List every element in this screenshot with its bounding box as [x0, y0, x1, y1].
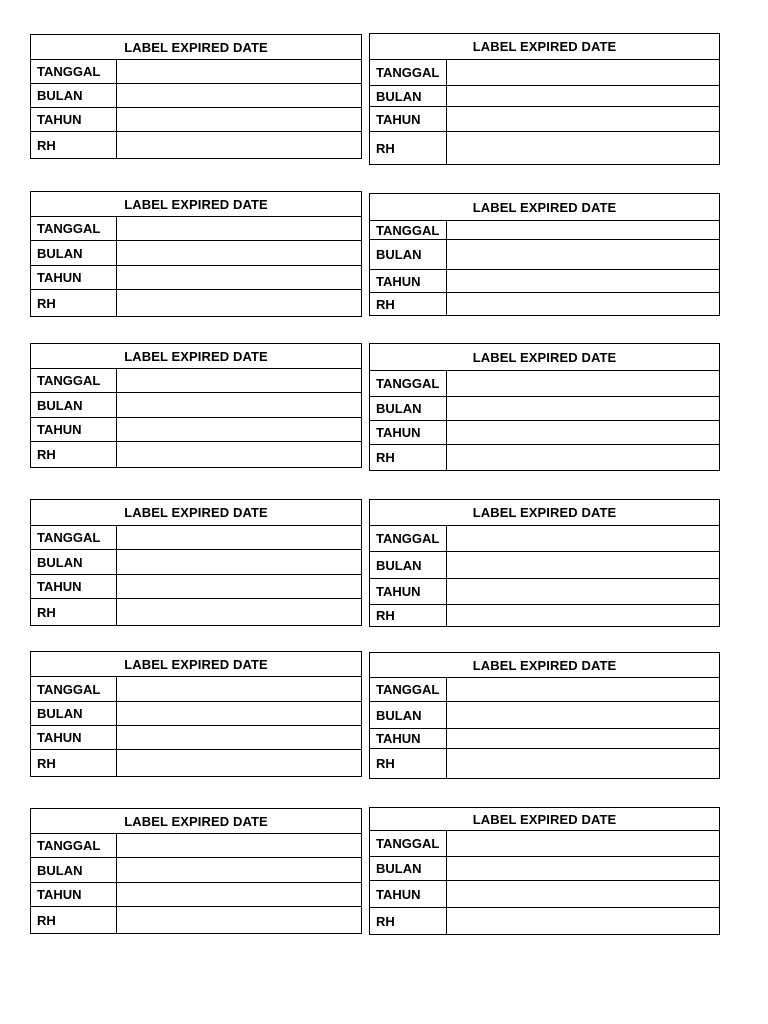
label-row-rh — [370, 293, 719, 315]
label-row-tahun — [370, 107, 719, 132]
field-label-tanggal: TANGGAL — [370, 60, 447, 85]
label-row-tahun — [31, 575, 361, 599]
field-label-rh: RH — [370, 749, 447, 778]
label-row-tahun — [370, 881, 719, 908]
field-label-bulan: BULAN — [370, 86, 447, 106]
label-row-tahun — [370, 421, 719, 445]
label-row-tanggal — [31, 834, 361, 858]
field-label-rh: RH — [370, 605, 447, 626]
field-label-bulan: BULAN — [31, 84, 117, 107]
field-label-rh: RH — [31, 599, 117, 625]
field-label-bulan: BULAN — [370, 702, 447, 728]
field-value-bulan — [117, 858, 361, 882]
field-value-rh — [117, 442, 361, 467]
label-title: LABEL EXPIRED DATE — [370, 808, 719, 831]
label-row-tanggal — [370, 678, 719, 702]
label-title: LABEL EXPIRED DATE — [370, 500, 719, 526]
field-label-bulan: BULAN — [31, 550, 117, 574]
field-value-rh — [447, 132, 719, 164]
field-value-rh — [117, 907, 361, 933]
field-label-bulan: BULAN — [370, 240, 447, 269]
label-row-bulan — [370, 86, 719, 107]
label-title: LABEL EXPIRED DATE — [31, 500, 361, 526]
field-value-rh — [117, 750, 361, 776]
field-value-tahun — [447, 881, 719, 907]
field-value-tanggal — [447, 831, 719, 856]
field-label-tahun: TAHUN — [31, 266, 117, 289]
field-value-tahun — [447, 107, 719, 131]
field-value-tahun — [447, 729, 719, 748]
field-label-tanggal: TANGGAL — [31, 369, 117, 392]
expired-date-label-11 — [30, 808, 362, 934]
field-label-rh: RH — [370, 132, 447, 164]
label-row-tanggal — [370, 831, 719, 857]
expired-date-label-5 — [30, 343, 362, 468]
field-label-rh: RH — [31, 290, 117, 316]
expired-date-label-10 — [369, 652, 720, 779]
expired-date-label-12 — [369, 807, 720, 935]
label-row-tanggal — [370, 371, 719, 397]
field-label-tanggal: TANGGAL — [31, 677, 117, 701]
label-row-bulan — [370, 702, 719, 729]
field-label-tahun: TAHUN — [370, 881, 447, 907]
field-label-rh: RH — [31, 750, 117, 776]
label-title: LABEL EXPIRED DATE — [31, 652, 361, 677]
label-row-rh — [370, 445, 719, 470]
field-value-bulan — [117, 241, 361, 265]
field-value-bulan — [447, 86, 719, 106]
label-row-rh — [31, 290, 361, 316]
field-value-rh — [117, 132, 361, 158]
field-value-tahun — [117, 108, 361, 131]
field-value-tanggal — [117, 834, 361, 857]
field-label-tanggal: TANGGAL — [370, 831, 447, 856]
field-label-tanggal: TANGGAL — [31, 834, 117, 857]
expired-date-label-2 — [369, 33, 720, 165]
field-label-tanggal: TANGGAL — [31, 60, 117, 83]
field-label-tahun: TAHUN — [31, 575, 117, 598]
label-row-tahun — [31, 883, 361, 907]
label-row-bulan — [370, 397, 719, 421]
label-row-tahun — [370, 729, 719, 749]
field-value-tahun — [117, 266, 361, 289]
label-row-tanggal — [31, 526, 361, 550]
label-row-bulan — [31, 84, 361, 108]
field-value-tahun — [117, 883, 361, 906]
field-label-tahun: TAHUN — [31, 726, 117, 749]
field-value-bulan — [117, 702, 361, 725]
field-value-tanggal — [447, 221, 719, 239]
label-row-tanggal — [370, 526, 719, 552]
field-value-tahun — [447, 579, 719, 604]
field-value-tanggal — [117, 60, 361, 83]
field-value-bulan — [447, 857, 719, 880]
field-value-tahun — [117, 418, 361, 441]
field-label-tanggal: TANGGAL — [370, 371, 447, 396]
label-title: LABEL EXPIRED DATE — [370, 344, 719, 371]
field-label-bulan: BULAN — [370, 552, 447, 578]
field-value-rh — [447, 293, 719, 315]
label-title: LABEL EXPIRED DATE — [31, 344, 361, 369]
label-row-rh — [31, 599, 361, 625]
field-value-tahun — [117, 575, 361, 598]
label-row-tahun — [31, 418, 361, 442]
label-title: LABEL EXPIRED DATE — [31, 809, 361, 834]
field-value-tanggal — [117, 369, 361, 392]
label-row-tanggal — [31, 60, 361, 84]
field-value-bulan — [447, 397, 719, 420]
label-row-bulan — [370, 552, 719, 579]
label-title: LABEL EXPIRED DATE — [370, 653, 719, 678]
field-label-bulan: BULAN — [31, 702, 117, 725]
field-label-tanggal: TANGGAL — [31, 217, 117, 240]
label-row-bulan — [31, 241, 361, 266]
field-label-tahun: TAHUN — [370, 579, 447, 604]
field-label-bulan: BULAN — [31, 393, 117, 417]
field-value-tanggal — [117, 677, 361, 701]
label-row-bulan — [31, 550, 361, 575]
label-row-rh — [31, 907, 361, 933]
field-value-rh — [447, 908, 719, 934]
field-value-bulan — [117, 550, 361, 574]
label-row-bulan — [31, 702, 361, 726]
field-label-bulan: BULAN — [370, 397, 447, 420]
field-value-tanggal — [447, 678, 719, 701]
label-row-bulan — [31, 393, 361, 418]
field-value-tanggal — [447, 526, 719, 551]
expired-date-label-6 — [369, 343, 720, 471]
label-row-tanggal — [31, 677, 361, 702]
field-label-rh: RH — [370, 908, 447, 934]
label-row-rh — [31, 750, 361, 776]
label-title: LABEL EXPIRED DATE — [31, 35, 361, 60]
label-row-tanggal — [31, 217, 361, 241]
field-label-tanggal: TANGGAL — [370, 526, 447, 551]
field-label-tahun: TAHUN — [370, 729, 447, 748]
field-value-tanggal — [447, 60, 719, 85]
field-value-tahun — [447, 421, 719, 444]
label-row-bulan — [370, 857, 719, 881]
label-title: LABEL EXPIRED DATE — [370, 34, 719, 60]
field-value-rh — [447, 445, 719, 470]
field-label-tahun: TAHUN — [31, 418, 117, 441]
label-row-tahun — [31, 266, 361, 290]
field-value-tanggal — [447, 371, 719, 396]
field-label-tahun: TAHUN — [31, 883, 117, 906]
field-label-tahun: TAHUN — [31, 108, 117, 131]
expired-date-label-3 — [30, 191, 362, 317]
field-value-tahun — [117, 726, 361, 749]
field-label-rh: RH — [31, 907, 117, 933]
expired-date-label-7 — [30, 499, 362, 626]
field-label-tanggal: TANGGAL — [31, 526, 117, 549]
field-label-rh: RH — [31, 132, 117, 158]
label-row-rh — [370, 749, 719, 778]
field-value-rh — [117, 599, 361, 625]
expired-date-label-9 — [30, 651, 362, 777]
field-label-bulan: BULAN — [31, 858, 117, 882]
label-row-tahun — [31, 726, 361, 750]
label-row-tanggal — [370, 221, 719, 240]
expired-date-label-4 — [369, 193, 720, 316]
field-value-rh — [117, 290, 361, 316]
label-row-tanggal — [31, 369, 361, 393]
label-row-rh — [370, 132, 719, 164]
label-row-rh — [370, 908, 719, 934]
field-value-rh — [447, 749, 719, 778]
label-row-rh — [31, 442, 361, 467]
label-title: LABEL EXPIRED DATE — [370, 194, 719, 221]
label-row-tahun — [31, 108, 361, 132]
field-label-tahun: TAHUN — [370, 270, 447, 292]
field-label-tahun: TAHUN — [370, 421, 447, 444]
label-title: LABEL EXPIRED DATE — [31, 192, 361, 217]
field-value-bulan — [447, 552, 719, 578]
label-row-bulan — [31, 858, 361, 883]
label-row-rh — [370, 605, 719, 626]
field-label-tahun: TAHUN — [370, 107, 447, 131]
label-row-bulan — [370, 240, 719, 270]
expired-date-label-1 — [30, 34, 362, 159]
field-value-bulan — [117, 393, 361, 417]
field-value-bulan — [447, 702, 719, 728]
field-value-tahun — [447, 270, 719, 292]
field-value-tanggal — [117, 526, 361, 549]
field-value-rh — [447, 605, 719, 626]
label-row-rh — [31, 132, 361, 158]
field-label-bulan: BULAN — [370, 857, 447, 880]
field-value-bulan — [117, 84, 361, 107]
field-value-tanggal — [117, 217, 361, 240]
field-label-tanggal: TANGGAL — [370, 221, 447, 239]
label-row-tanggal — [370, 60, 719, 86]
field-label-rh: RH — [370, 445, 447, 470]
label-row-tahun — [370, 579, 719, 605]
field-value-bulan — [447, 240, 719, 269]
label-row-tahun — [370, 270, 719, 293]
field-label-rh: RH — [31, 442, 117, 467]
field-label-bulan: BULAN — [31, 241, 117, 265]
field-label-rh: RH — [370, 293, 447, 315]
expired-date-label-8 — [369, 499, 720, 627]
field-label-tanggal: TANGGAL — [370, 678, 447, 701]
